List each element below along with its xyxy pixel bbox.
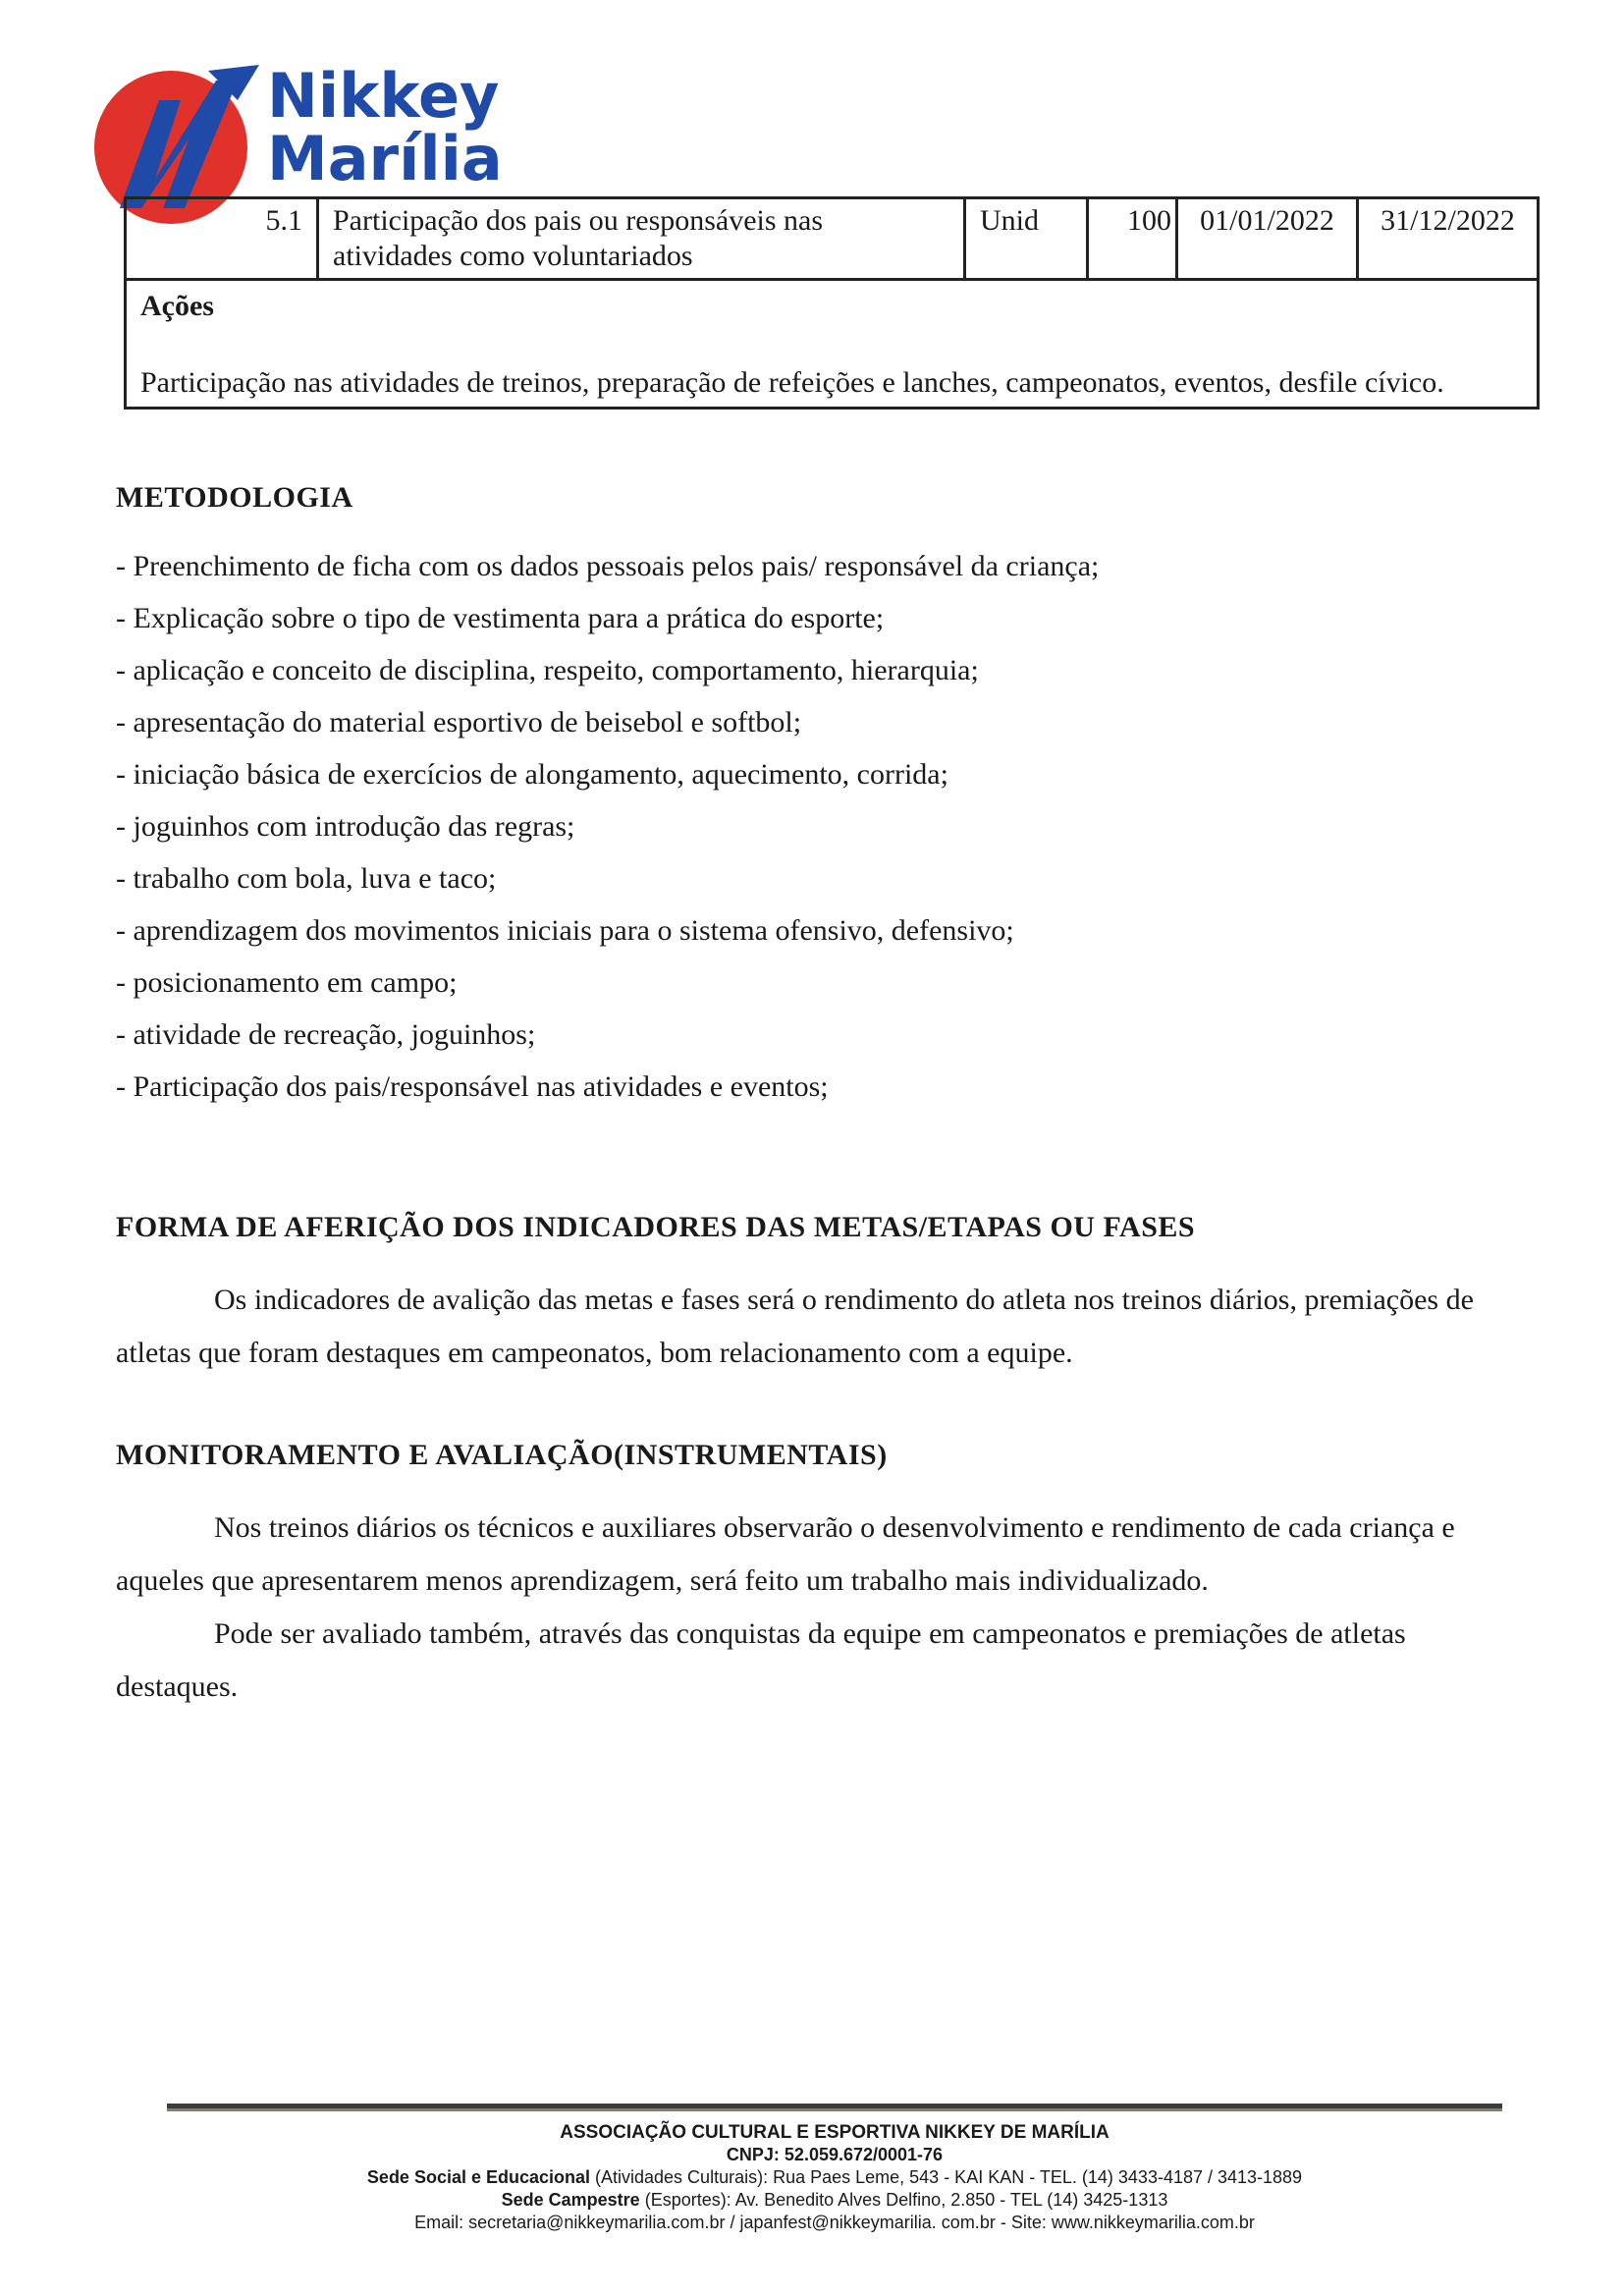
goal-table [124, 196, 1540, 410]
metodologia-title: METODOLOGIA [116, 481, 353, 514]
footer-sede-social [167, 2166, 1502, 2189]
list-item: - atividade de recreação, joguinhos; [116, 1018, 536, 1051]
actions-text: Participação nas atividades de treinos, preparação de refeições e lanches, campeonatos, eventos, desfile cívico. [140, 366, 1444, 399]
actions-cell [126, 280, 1539, 409]
page-footer [167, 2104, 1502, 2234]
goal-number: 5.1 [126, 198, 318, 280]
actions-row [126, 280, 1539, 409]
goal-end-date: 31/12/2022 [1358, 198, 1539, 280]
list-item: - posicionamento em campo; [116, 966, 458, 999]
document-body [116, 481, 1530, 1714]
list-item: - aplicação e conceito de disciplina, respeito, comportamento, hierarquia; [116, 654, 979, 686]
logo-wordmark [267, 60, 503, 194]
actions-label: Ações [140, 290, 214, 322]
goal-quantity: 100 [1088, 198, 1177, 280]
afericao-text: Os indicadores de avalição das metas e fases será o rendimento do atleta nos treinos diários, premiações de atletas que foram destaques em campeonatos, bom relacionamento com a equipe. [116, 1284, 1474, 1369]
list-item: - aprendizagem dos movimentos iniciais para o sistema ofensivo, defensivo; [116, 914, 1014, 947]
list-item: - Preenchimento de ficha com os dados pessoais pelos pais/ responsável da criança; [116, 550, 1100, 582]
list-item: - trabalho com bola, luva e taco; [116, 862, 497, 895]
sede-social-text: (Atividades Culturais): Rua Paes Leme, 543 - KAI KAN - TEL. (14) 3433-4187 / 3413-1889 [590, 2167, 1303, 2187]
metodologia-list [116, 540, 1530, 1113]
footer-sede-campestre [167, 2189, 1502, 2212]
monitoramento-title: MONITORAMENTO E AVALIAÇÃO(INSTRUMENTAIS) [116, 1439, 888, 1471]
logo-line-2: Marília [267, 123, 503, 194]
footer-divider [167, 2104, 1502, 2111]
sede-campestre-label: Sede Campestre [501, 2190, 640, 2210]
logo-line-1: Nikkey [267, 60, 500, 132]
list-item: - joguinhos com introdução das regras; [116, 810, 575, 843]
sede-social-label: Sede Social e Educacional [366, 2167, 591, 2187]
footer-org-name: ASSOCIAÇÃO CULTURAL E ESPORTIVA NIKKEY DE MARÍLIA [560, 2122, 1110, 2143]
goal-description: Participação dos pais ou responsáveis nas atividades como voluntariados [318, 198, 965, 280]
goal-row [126, 198, 1539, 280]
list-item: - Participação dos pais/responsável nas atividades e eventos; [116, 1070, 829, 1103]
list-item: - apresentação do material esportivo de beisebol e softbol; [116, 706, 802, 738]
goal-start-date: 01/01/2022 [1177, 198, 1358, 280]
afericao-title: FORMA DE AFERIÇÃO DOS INDICADORES DAS METAS/ETAPAS OU FASES [116, 1211, 1196, 1243]
monitoramento-paragraph-1: Nos treinos diários os técnicos e auxiliares observarão o desenvolvimento e rendimento de cada criança e aqueles que apresentarem menos aprendizagem, será feito um trabalho mais individualizado. [116, 1511, 1455, 1597]
footer-cnpj: CNPJ: 52.059.672/0001-76 [726, 2145, 944, 2164]
monitoramento-paragraph-2: Pode ser avaliado também, através das conquistas da equipe em campeonatos e premiações de atletas destaques. [116, 1617, 1406, 1703]
list-item: - iniciação básica de exercícios de alongamento, aquecimento, corrida; [116, 758, 948, 791]
sede-campestre-text: (Esportes): Av. Benedito Alves Delfino, 2.850 - TEL (14) 3425-1313 [639, 2190, 1168, 2210]
list-item: - Explicação sobre o tipo de vestimenta para a prática do esporte; [116, 602, 885, 634]
footer-contacts: Email: secretaria@nikkeymarilia.com.br / japanfest@nikkeymarilia. com.br - Site: www.nikkeymarilia.com.br [414, 2213, 1255, 2232]
goal-unit: Unid [965, 198, 1088, 280]
